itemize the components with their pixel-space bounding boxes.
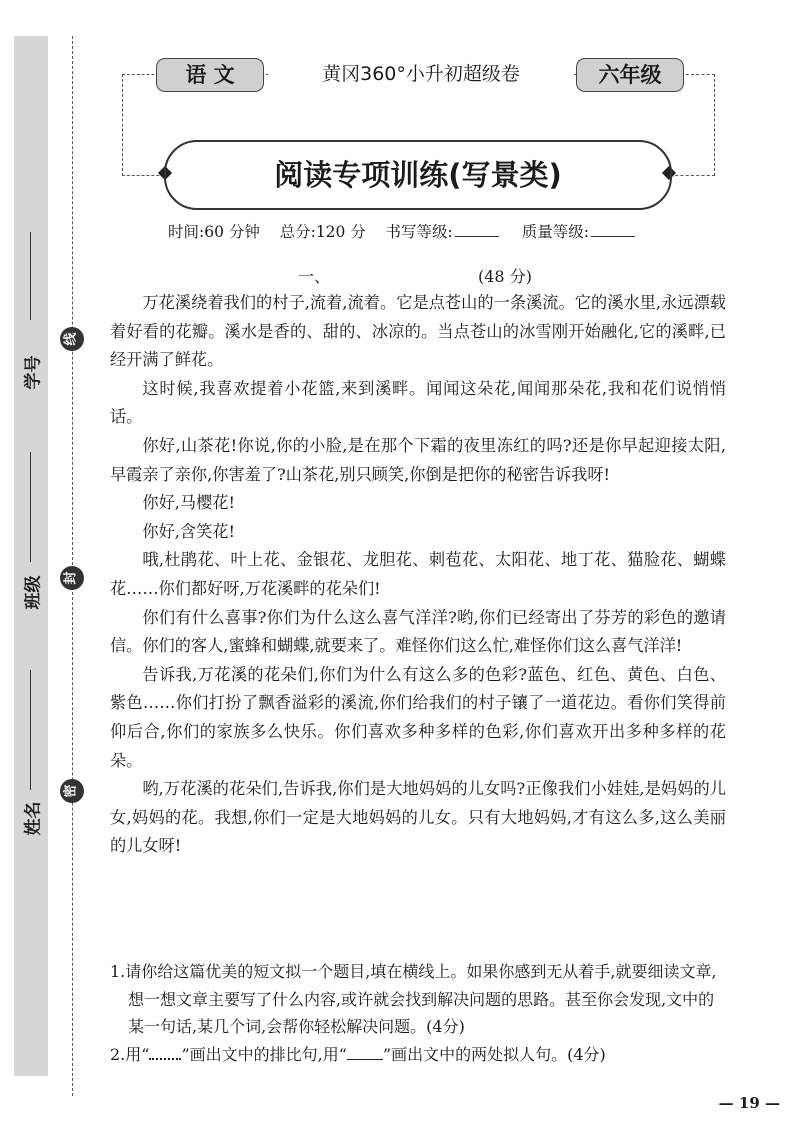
total-score: 总分:120 分 [279,223,366,241]
section-heading [298,264,558,287]
exam-meta [168,220,653,242]
quality-grade-blank[interactable] [591,236,635,237]
class-label: 班级 [23,575,44,610]
passage-paragraph: 万花溪绕着我们的村子,流着,流着。它是点苍山的一条溪流。它的溪水里,永远漂载着好看的花瓣。溪水是香的、甜的、冰凉的。当点苍山的冰雪刚开始融化,它的溪畔,已经开满了鲜花。 [110,293,726,370]
passage-paragraph: 你好,含笑花! [142,521,235,541]
page-number: — 19 — [718,1094,780,1112]
passage-paragraph: 这时候,我喜欢提着小花篮,来到溪畔。闻闻这朵花,闻闻那朵花,我和花们说悄悄话。 [110,378,726,427]
question-1: 1.请你给这篇优美的短文拟一个题目,填在横线上。如果你感到无从着手,就要细读文章,想一想文章主要写了什么内容,或许就会找到解决问题的思路。甚至你会发现,文中的某一句话,某几个词,会帮你轻松解决问题。(4分) [110,962,717,1036]
binding-strip [14,36,48,1076]
seal-line-mark: 线 [60,327,84,351]
section-label: 一、 [298,267,331,286]
passage-paragraph: 哟,万花溪的花朵们,告诉我,你们是大地妈妈的儿女吗?正像我们小娃娃,是妈妈的儿女,妈妈的花。我想,你们一定是大地妈妈的儿女。只有大地妈妈,才有这么多,这么美丽的儿女呀! [110,779,726,856]
passage [110,289,726,861]
section-points: (48 分) [478,267,532,286]
name-blank [30,670,31,790]
student-id-label: 学号 [23,355,44,390]
series-title: 黄冈360°小升初超级卷 [268,60,574,88]
questions [110,958,726,1068]
passage-paragraph: 哦,杜鹃花、叶上花、金银花、龙胆花、刺苞花、太阳花、地丁花、猫脸花、蝴蝶花……你们都好呀,万花溪畔的花朵们! [110,550,726,598]
quality-grade-label: 质量等级: [521,223,589,241]
seal-seal-mark: 封 [60,566,84,590]
wavy-underline-symbol [149,1058,181,1060]
class-blank [30,452,31,562]
time-limit: 时间:60 分钟 [168,223,260,241]
straight-underline-symbol [347,1059,383,1060]
student-id-blank [30,232,31,320]
seal-secret-mark: 密 [60,779,84,803]
writing-grade-blank[interactable] [455,236,499,237]
passage-paragraph: 你好,马樱花! [142,493,235,513]
page-title: 阅读专项训练(写景类) [164,140,672,210]
passage-paragraph: 你好,山茶花!你说,你的小脸,是在那个下霜的夜里冻红的吗?还是你早起迎接太阳,早霞亲了亲你,你害羞了?山茶花,别只顾笑,你倒是把你的秘密告诉我呀! [110,435,726,484]
passage-paragraph: 你们有什么喜事?你们为什么这么喜气洋洋?哟,你们已经寄出了芬芳的彩色的邀请信。你们的客人,蜜蜂和蝴蝶,就要来了。难怪你们这么忙,难怪你们这么喜气洋洋! [110,607,726,656]
writing-grade-label: 书写等级: [385,223,453,241]
passage-paragraph: 告诉我,万花溪的花朵们,你们为什么有这么多的色彩?蓝色、红色、黄色、白色、紫色……你们打扮了飘香溢彩的溪流,你们给我们的村子镶了一道花边。看你们笑得前仰后合,你们的家族多么快乐。你们喜欢多种多样的色彩,你们喜欢开出多种多样的花朵。 [110,664,726,770]
question-2: 2.用“ ”画出文中的排比句,用“ ”画出文中的两处拟人句。(4分) [110,1044,606,1064]
grade-tag: 六年级 [576,58,684,92]
name-label: 姓名 [23,801,44,836]
subject-tag: 语 文 [156,58,264,92]
